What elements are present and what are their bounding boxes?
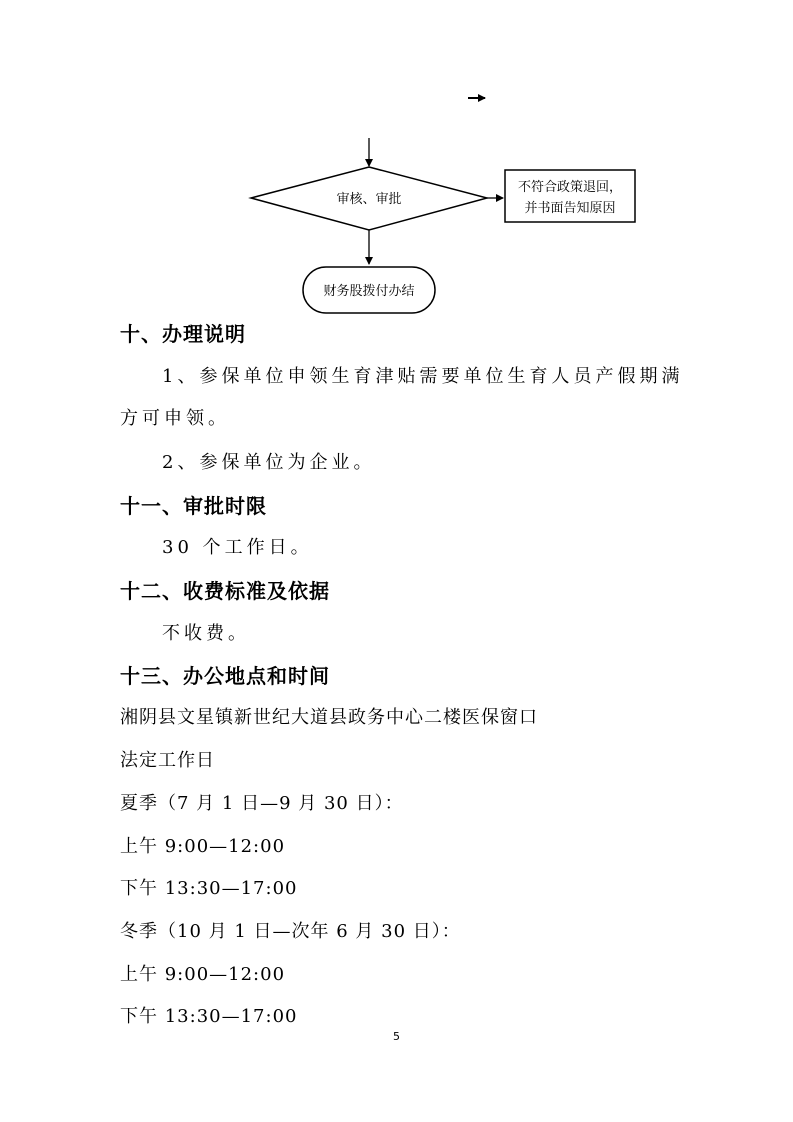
- section-13-winter-pm: 下午 13:30—17:00: [120, 1006, 298, 1027]
- section-12-text: 不收费。: [162, 623, 250, 644]
- reject-box-line2: 并书面告知原因: [524, 201, 616, 216]
- reject-box-line1: 不符合政策退回，: [517, 180, 623, 195]
- section-13-winter-am: 上午 9:00—12:00: [120, 964, 286, 985]
- section-10-item2: 2、参保单位为企业。: [162, 452, 376, 473]
- section-13-workday: 法定工作日: [120, 750, 215, 771]
- section-13-address: 湘阴县文星镇新世纪大道县政务中心二楼医保窗口: [120, 707, 538, 728]
- section-13-summer-pm: 下午 13:30—17:00: [120, 878, 298, 899]
- section-11-text: 30 个工作日。: [162, 537, 313, 558]
- section-10-heading: 十、办理说明: [120, 322, 246, 346]
- section-13-summer: 夏季（7 月 1 日—9 月 30 日）：: [120, 793, 404, 814]
- section-13-heading: 十三、办公地点和时间: [120, 664, 330, 688]
- section-10-item1-line1: 1、参保单位申领生育津贴需要单位生育人员产假期满: [162, 366, 684, 387]
- section-12-heading: 十二、收费标准及依据: [120, 579, 330, 603]
- section-13-winter: 冬季（10 月 1 日—次年 6 月 30 日）：: [120, 921, 461, 942]
- end-label: 财务股拨付办结: [323, 284, 415, 299]
- section-13-summer-am: 上午 9:00—12:00: [120, 836, 286, 857]
- page-number: 5: [393, 1030, 400, 1043]
- section-10-item1-line2: 方可申领。: [120, 408, 230, 429]
- flowchart: [0, 0, 793, 330]
- section-11-heading: 十一、审批时限: [120, 494, 267, 518]
- diamond-label: 审核、审批: [336, 192, 402, 207]
